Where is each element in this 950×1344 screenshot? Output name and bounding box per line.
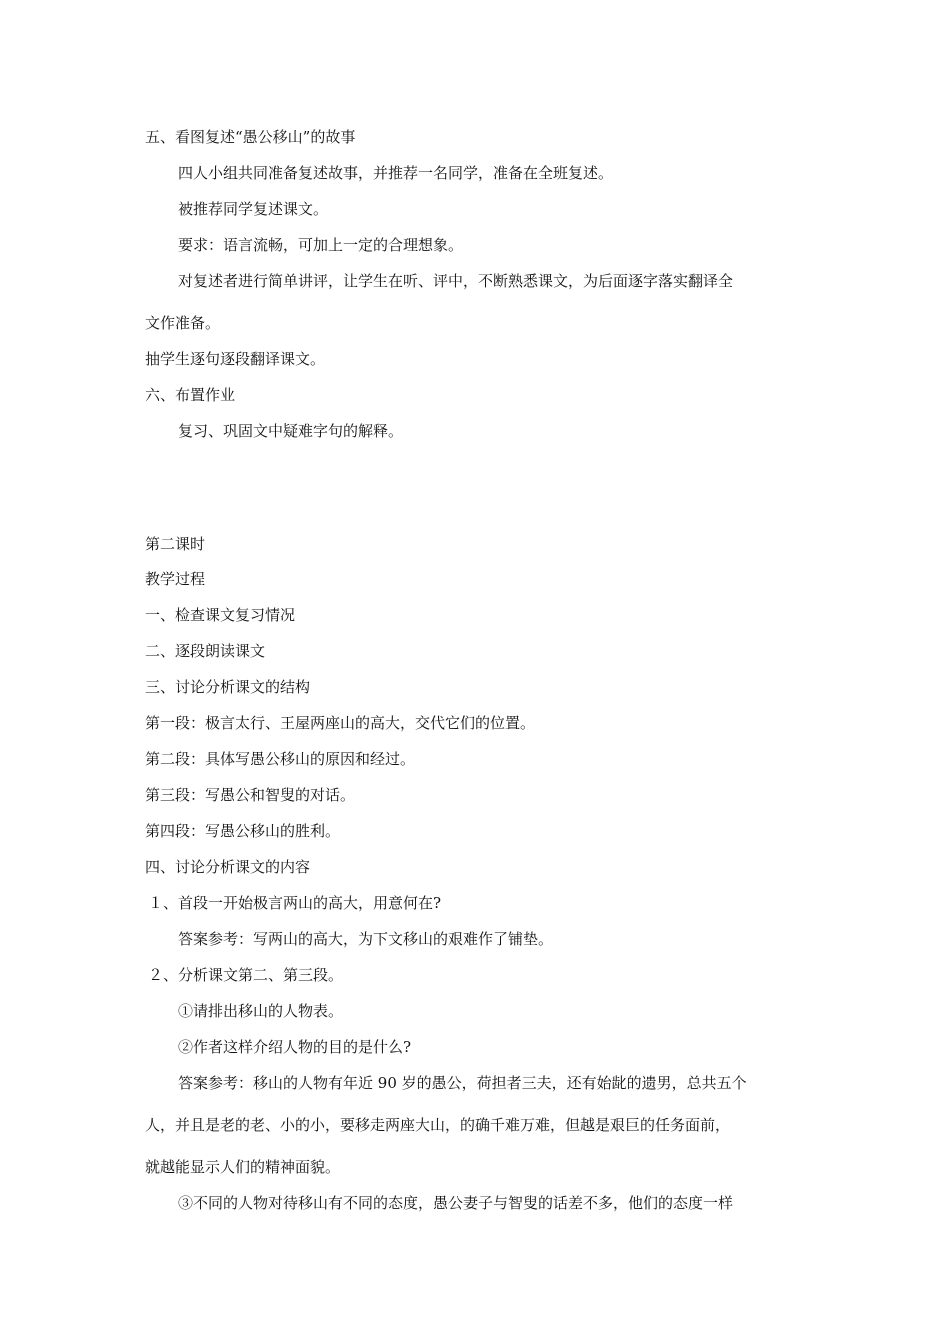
question-1: １、首段一开始极言两山的高大，用意何在? xyxy=(148,894,442,912)
sub-question: ③不同的人物对待移山有不同的态度，愚公妻子与智叟的话差不多，他们的态度一样 xyxy=(178,1194,734,1212)
section-heading-2: 二、逐段朗读课文 xyxy=(145,642,266,660)
paragraph: 抽学生逐句逐段翻译课文。 xyxy=(145,350,326,368)
answer: 答案参考：写两山的高大，为下文移山的艰难作了铺垫。 xyxy=(178,930,554,948)
section-heading-4: 四、讨论分析课文的内容 xyxy=(145,858,311,876)
question-2: ２、分析课文第二、第三段。 xyxy=(148,966,344,984)
paragraph: 第二段：具体写愚公移山的原因和经过。 xyxy=(145,750,416,768)
section-heading-1: 一、检查课文复习情况 xyxy=(145,606,296,624)
section-heading-3: 三、讨论分析课文的结构 xyxy=(145,678,311,696)
answer-continuation: 人，并且是老的老、小的小，要移走两座大山，的确千难万难，但越是艰巨的任务面前， xyxy=(145,1116,731,1134)
sub-question: ①请排出移山的人物表。 xyxy=(178,1002,344,1020)
paragraph-continuation: 文作准备。 xyxy=(145,314,221,332)
answer: 答案参考：移山的人物有年近 90 岁的愚公，荷担者三夫，还有始龀的遗男，总共五个 xyxy=(178,1074,747,1092)
section-heading-6: 六、布置作业 xyxy=(145,386,236,404)
paragraph: 第一段：极言太行、王屋两座山的高大，交代它们的位置。 xyxy=(145,714,536,732)
paragraph: 第三段：写愚公和智叟的对话。 xyxy=(145,786,356,804)
section-heading-5: 五、看图复述“愚公移山”的故事 xyxy=(145,128,356,146)
paragraph: 要求：语言流畅，可加上一定的合理想象。 xyxy=(178,236,464,254)
lesson-title: 第二课时 xyxy=(145,535,206,553)
sub-question: ②作者这样介绍人物的目的是什么? xyxy=(178,1038,412,1056)
paragraph: 被推荐同学复述课文。 xyxy=(178,200,329,218)
paragraph: 对复述者进行简单讲评，让学生在听、评中，不断熟悉课文，为后面逐字落实翻译全 xyxy=(178,272,734,290)
paragraph: 第四段：写愚公移山的胜利。 xyxy=(145,822,341,840)
subheading: 教学过程 xyxy=(145,570,206,588)
paragraph: 复习、巩固文中疑难字句的解释。 xyxy=(178,422,404,440)
paragraph: 四人小组共同准备复述故事，并推荐一名同学，准备在全班复述。 xyxy=(178,164,614,182)
answer-continuation: 就越能显示人们的精神面貌。 xyxy=(145,1158,341,1176)
